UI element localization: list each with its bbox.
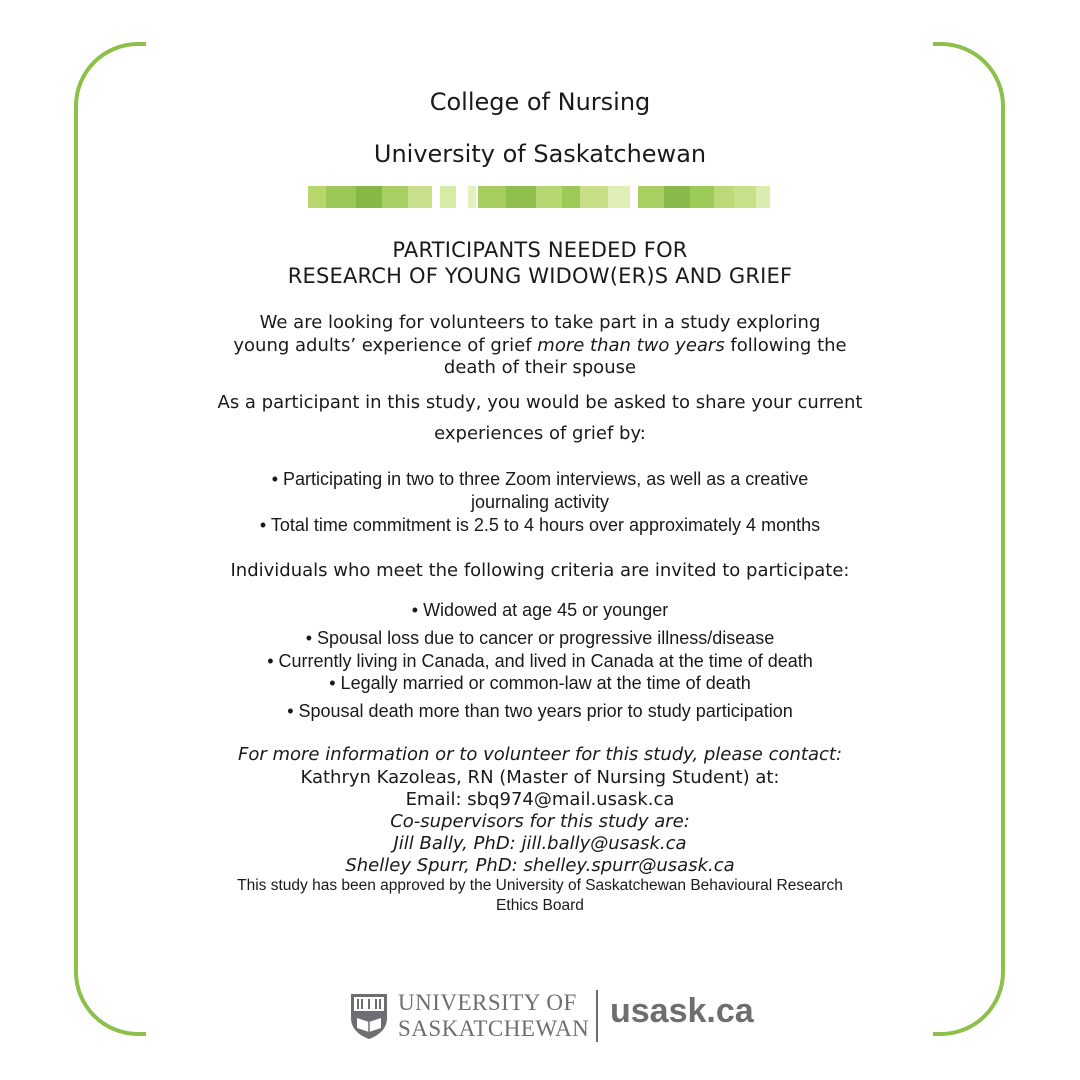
college-name: College of Nursing (429, 88, 651, 116)
participant-line-2: experiences of grief by: (434, 423, 646, 444)
criteria-item: • Spousal loss due to cancer or progressive illness/disease (305, 628, 775, 648)
contact-email[interactable]: Email: sbq974@mail.usask.ca (405, 789, 675, 810)
supervisor-contact[interactable]: Jill Bally, PhD: jill.bally@usask.ca (393, 833, 687, 854)
crest-icon (348, 992, 390, 1040)
cosupervisors-heading: Co-supervisors for this study are: (390, 811, 690, 832)
participant-line-1: As a participant in this study, you would be asked to share your current (217, 392, 863, 413)
decorative-color-bar (308, 186, 770, 208)
logo-university-line-1: UNIVERSITY OF (398, 990, 577, 1015)
intro-line-2: young adults’ experience of grief more than two years following the (233, 335, 847, 356)
criteria-item: • Legally married or common-law at the time of death (329, 673, 751, 693)
supervisor-contact[interactable]: Shelley Spurr, PhD: shelley.spurr@usask.ca (345, 855, 735, 876)
approval-line-1: This study has been approved by the University of Saskatchewan Behavioural Research (237, 877, 843, 894)
usask-logo (348, 988, 758, 1044)
logo-divider (596, 990, 598, 1042)
criteria-item: • Widowed at age 45 or younger (411, 600, 669, 620)
approval-line-2: Ethics Board (496, 897, 584, 914)
intro-line-1: We are looking for volunteers to take part in a study exploring (259, 312, 821, 333)
intro-line-3: death of their spouse (443, 357, 637, 378)
logo-university-line-2: SASKATCHEWAN (398, 1016, 590, 1041)
criteria-item: • Spousal death more than two years prior to study participation (287, 701, 793, 721)
intro-emphasis: more than two years (537, 335, 725, 356)
headline-line-1: PARTICIPANTS NEEDED FOR (392, 238, 688, 262)
headline-line-2: RESEARCH OF YOUNG WIDOW(ER)S AND GRIEF (287, 264, 793, 288)
task-item: • Total time commitment is 2.5 to 4 hours over approximately 4 months (259, 515, 821, 535)
task-item-continued: journaling activity (470, 492, 610, 512)
website-url[interactable]: usask.ca (610, 992, 754, 1030)
contact-prompt: For more information or to volunteer for this study, please contact: (237, 744, 843, 765)
contact-name: Kathryn Kazoleas, RN (Master of Nursing Student) at: (300, 767, 780, 788)
criteria-intro: Individuals who meet the following criteria are invited to participate: (230, 560, 850, 581)
university-name: University of Saskatchewan (373, 140, 707, 168)
criteria-item: • Currently living in Canada, and lived in Canada at the time of death (267, 651, 813, 671)
task-item: • Participating in two to three Zoom interviews, as well as a creative (271, 469, 809, 489)
